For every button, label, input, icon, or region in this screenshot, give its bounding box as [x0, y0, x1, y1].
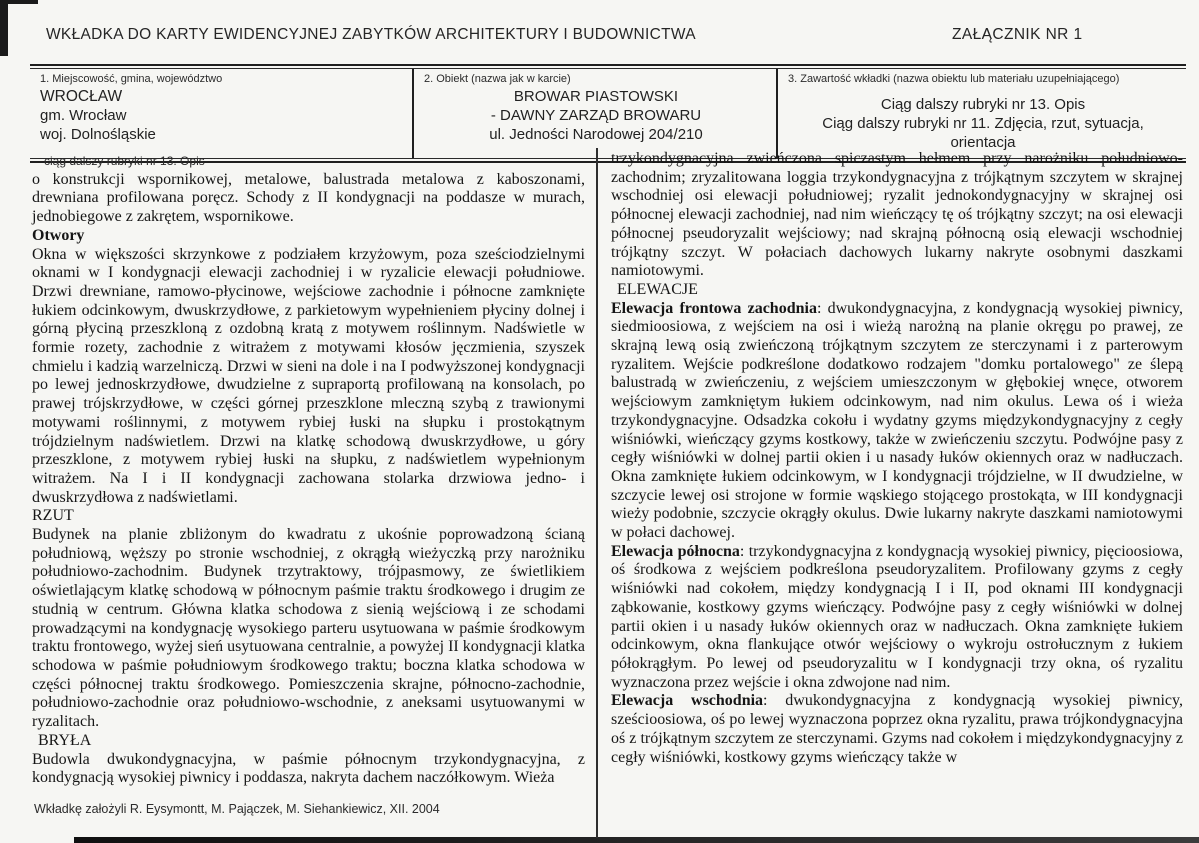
- cell-contents: [776, 69, 1186, 158]
- paragraph-stairs: o konstrukcji wspornikowej, metalowe, balustrada metalowa z kaboszonami, drewniana profilowana poręcz. Schody z II kondygnacji na poddasze w murach, jednobiegowe z zakrętem, wspornikowe.: [32, 170, 585, 226]
- annex-label: ZAŁĄCZNIK NR 1: [952, 26, 1083, 43]
- right-text-column: [611, 150, 1183, 767]
- cell-contents-spacer: [788, 87, 1178, 95]
- scan-artifact-bottom-bar: [74, 837, 1199, 843]
- left-text-column: [32, 152, 585, 788]
- paragraph-north-elevation: [611, 543, 1183, 693]
- west-elevation-text: : dwukondygnacyjna, z kondygnacją wysokiej piwnicy, siedmioosiowa, z wejściem na osi i wieżą narożną na planie okręgu po prawej, ze skrajną lewą osią zwieńczoną trójkątnym szczytem ze sterczynami i z parterowym ryzalitem. Wejście podkreślone dodatkowo rodzajem "domku portalowego" ze ślepą balustradą w zwieńczeniu, z wejściem umieszczonym w głębokiej wnęce, otworem wejściowym zamkniętym łukiem odcinkowym, nad nim okulus. Lewa oś i wieża trzykondygnacyjne. Odsadzka cokołu i wydatny gzyms międzykondygnacyjny z cegły wiśniówki, wieńczący gzyms kostkowy, także w zwieńczeniu szczytu. Podwójne pasy z cegły wiśniówki w dolnej partii okien i u nasady łuków okiennych oraz w nadłuczach. Okna zamknięte łukiem odcinkowym, w I kondygnacji trójdzielne, w II dwudzielne, w szczycie lewej osi strojone w formie wąskiego stojącego prostokąta, w III kondygnacji wieży podobnie, szczycie okrągły okulus. Dwie lukarny nakryte daszkami namiotowymi w połaci dachowej.: [611, 299, 1183, 542]
- locality-voivodeship: woj. Dolnośląskie: [40, 126, 156, 143]
- contents-line-2: Ciąg dalszy rubryki nr 11. Zdjęcia, rzut, sytuacja, orientacja: [822, 115, 1144, 151]
- paragraph-plan: Budynek na planie zbliżonym do kwadratu z ukośnie poprowadzoną ścianą południową, węższy po stronie wschodniej, z okrągłą wieżyczką przy narożniku południowo-zachodnim. Budynek trzytraktowy, trójpasmowy, ze świetlikiem oświetlającym klatkę schodową w północnym paśmie traktu środkowego i drugim ze studnią w centrum. Główna klatka schodowa z sienią wejściową i ze schodami prowadzącymi na kondygnację wysokiego parteru usytuowana w paśmie środkowym traktu frontowego, wyżej sień usytuowana centralnie, a powyżej II kondygnacji klatka schodowa w paśmie południowym środkowego traktu; boczna klatka schodowa w części północnej traktu środkowego. Pomieszczenia skrajne, północno-zachodnie, południowo-zachodnie oraz południowo-wschodnie, z aneksami usytuowanymi w ryzalitach.: [32, 526, 585, 731]
- cell-locality: [30, 69, 412, 158]
- west-elevation-lead: Elewacja frontowa zachodnia: [611, 299, 817, 317]
- contents-line-1: Ciąg dalszy rubryki nr 13. Opis: [880, 96, 1086, 113]
- cell-object-label: 2. Obiekt (nazwa jak w karcie): [424, 73, 571, 85]
- column-divider: [596, 148, 598, 838]
- paragraph-massing-continued: trzykondygnacyjna zwieńczona spiczastym hełmem przy narożniku południowo-zachodnim; zryzalitowana loggia trzykondygnacyjna z trójkątnym szczytem w skrajnej wschodniej osi elewacji południowej; ryzalit jednokondygnacyjny w skrajnej osi północnej elewacji zachodniej, nad nim wieńczący tę oś trójkątny szczyt; na osi elewacji północnej pseudoryzalit wejściowy; nad skrajną północną osią elewacji wschodniej trójkątny szczyt. W połaciach dachowych lukarny nakryte osobnymi daszkami namiotowymi.: [611, 150, 1183, 280]
- continuation-note: ciąg dalszy rubryki nr 13. Opis: [44, 154, 205, 168]
- east-elevation-lead: Elewacja wschodnia: [611, 692, 764, 710]
- section-heading-otwory: Otwory: [32, 226, 85, 244]
- table-cells: [30, 69, 1186, 158]
- cell-contents-label: 3. Zawartość wkładki (nazwa obiektu lub materiału uzupełniającego): [788, 73, 1120, 85]
- cell-locality-label: 1. Miejscowość, gmina, województwo: [40, 73, 223, 85]
- section-heading-rzut: RZUT: [32, 507, 74, 525]
- scan-artifact-top-edge: [0, 0, 38, 4]
- table-top-rule: [30, 64, 1186, 66]
- footer-authors-note: Wkładkę założyli R. Eysymontt, M. Pajączek, M. Siehankiewicz, XII. 2004: [34, 802, 440, 816]
- paragraph-massing: Budowla dwukondygnacyjna, w paśmie północnym trzykondygnacyjna, z kondygnacją wysokiej piwnicy i poddasza, nakryta dachem naczółkowym. Wieża: [32, 750, 585, 787]
- object-name: BROWAR PIASTOWSKI: [513, 88, 679, 105]
- paragraph-east-elevation: [611, 692, 1183, 767]
- page-title: WKŁADKA DO KARTY EWIDENCYJNEJ ZABYTKÓW ARCHITEKTURY I BUDOWNICTWA: [46, 26, 696, 43]
- north-elevation-text: : trzykondygnacyjna z kondygnacją wysokiej piwnicy, pięcioosiowa, oś środkowa z wejściem podkreślona pseudoryzalitem. Profilowany gzyms z cegły wiśniówki nad cokołem, między kondygnacją I i II, pod oknami III kondygnacji ząbkowanie, kostkowy gzyms wieńczący. Podwójne pasy z cegły wiśniówki w dolnej partii okien i u nasady łuków okiennych oraz w nadłuczach. Okna zamknięte łukiem odcinkowym, okna flankujące otwór wejściowy o wykroju ostrołucznym z łukiem półokrągłym. Po lewej od pseudoryzalitu w I kondygnacji trzy okna, oś ryzalitu wyznaczona przez wejście i okna zdwojone nad nim.: [611, 542, 1184, 691]
- object-former-name: - DAWNY ZARZĄD BROWARU: [490, 107, 702, 124]
- north-elevation-lead: Elewacja północna: [611, 542, 740, 560]
- locality-commune: gm. Wrocław: [40, 107, 127, 124]
- object-address: ul. Jedności Narodowej 204/210: [489, 126, 703, 143]
- scan-artifact-left-edge: [0, 0, 8, 56]
- paragraph-openings: Okna w większości skrzynkowe z podziałem krzyżowym, poza sześciodzielnymi oknami w I kondygnacji elewacji zachodniej i w ryzalicie elewacji południowe. Drzwi drewniane, ramowo-płycinowe, wejściowe zachodnie i północne zamknięte łukiem odcinkowym, dwuskrzydłowe, z parkietowym wypełnieniem płyciny dolnej i górną płyciną przeszkloną z ozdobną kratą z motywem roślinnym. Nadświetle w formie rozety, zachodnie z witrażem z motywami kłosów jęczmienia, szyszek chmielu i kadzią warzelniczą. Drzwi w sieni na dole i na I podwyższonej kondygnacji po lewej jednoskrzydłowe, dwudzielne z supraportą profilowaną na konsolach, po prawej trójskrzydłowe, w części górnej przeszklone mleczną szybą z trawionymi motywami roślinnymi, z motywem rybiej łuski na słupku i prostokątnym trójdzielnym nadświetlem. Drzwi na klatkę schodową dwuskrzydłowe, u góry przeszklone, z motywem rybiej łuski na słupku, z nadświetlem wypełnionym witrażem. Na I i II kondygnacji zachowana stolarka drzwiowa jedno- i dwuskrzydłowa z nadświetlami.: [32, 245, 585, 506]
- section-heading-bryla: BRYŁA: [38, 731, 92, 749]
- paragraph-west-elevation: [611, 300, 1183, 543]
- registration-table: [30, 64, 1186, 163]
- locality-name: WROCŁAW: [40, 88, 123, 105]
- section-heading-elewacje: ELEWACJE: [617, 280, 698, 298]
- cell-object: [412, 69, 776, 158]
- east-elevation-text: : dwukondygnacyjna z kondygnacją wysokiej piwnicy, sześcioosiowa, oś po lewej wyznaczona poprzez okna ryzalitu, prawa trójkondygnacyjna oś z trójkątnym szczytem ze sterczynami. Gzyms nad cokołem i międzykondygnacyjny z cegły wiśniówki, kostkowy gzyms wieńczący także w: [611, 692, 1183, 766]
